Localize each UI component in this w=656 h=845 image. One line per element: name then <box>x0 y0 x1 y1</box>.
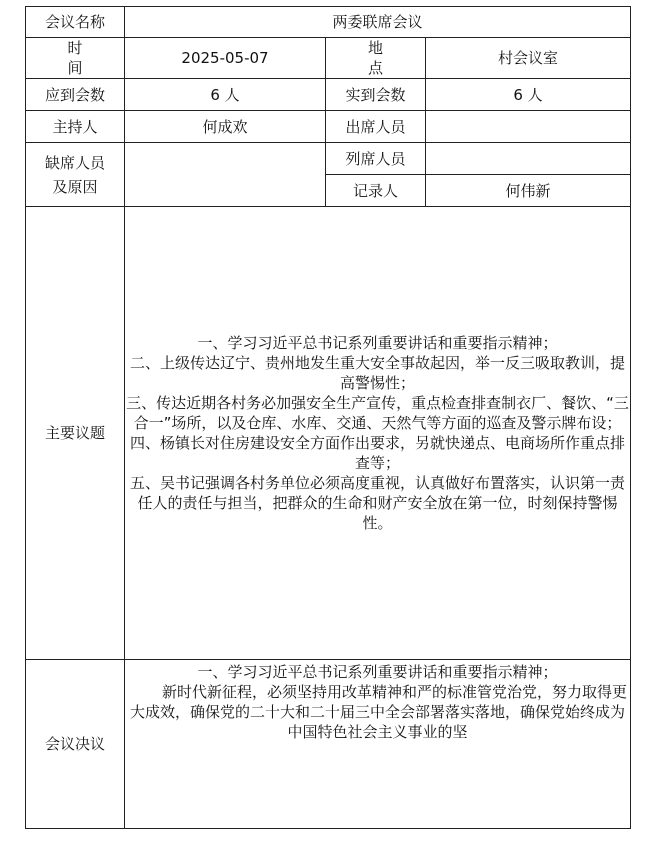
actual-label: 实到会数 <box>326 79 426 111</box>
observers-label: 列席人员 <box>326 143 426 175</box>
topics-label: 主要议题 <box>26 207 125 660</box>
recorder-label: 记录人 <box>326 175 426 207</box>
row-absent-observers <box>26 143 631 175</box>
host-label: 主持人 <box>26 111 125 143</box>
row-resolutions <box>26 660 631 829</box>
topic-item: 四、杨镇长对住房建设安全方面作出要求，另就快递点、电商场所作重点排查等； <box>130 434 626 472</box>
place-label: 地 点 <box>326 38 426 79</box>
topics-content <box>125 207 631 660</box>
attendees-label: 出席人员 <box>326 111 426 143</box>
absent-label: 缺席人员 及原因 <box>26 143 125 207</box>
topic-item: 一、学习习近平总书记系列重要讲话和重要指示精神； <box>197 334 558 352</box>
row-topics <box>26 207 631 660</box>
place-value: 村会议室 <box>426 38 631 79</box>
attendees-value <box>426 111 631 143</box>
meeting-name-value: 两委联席会议 <box>125 7 631 38</box>
expected-value: 6 人 <box>125 79 326 111</box>
meeting-minutes-table <box>25 6 631 829</box>
row-host <box>26 111 631 143</box>
host-value: 何成欢 <box>125 111 326 143</box>
meeting-name-label: 会议名称 <box>26 7 125 38</box>
resolution-item: 一、学习习近平总书记系列重要讲话和重要指示精神； <box>197 662 558 681</box>
time-value: 2025-05-07 <box>125 38 326 79</box>
row-attendance-count <box>26 79 631 111</box>
observers-value <box>426 143 631 175</box>
resolution-paragraph: 新时代新征程，必须坚持用改革精神和严的标准管党治党，努力取得更大成效，确保党的二十大和二十届三中全会部署落实落地，确保党始终成为中国特色社会主义事业的坚 <box>130 682 628 741</box>
topic-item: 三、传达近期各村务必加强安全生产宣传，重点检查排查制衣厂、餐饮、“三合一”场所，以及仓库、水库、交通、天然气等方面的巡查及警示牌布设； <box>126 394 629 432</box>
recorder-value: 何伟新 <box>426 175 631 207</box>
resolutions-label: 会议决议 <box>26 660 125 829</box>
time-label: 时 间 <box>26 38 125 79</box>
row-meeting-name <box>26 7 631 38</box>
actual-value: 6 人 <box>426 79 631 111</box>
expected-label: 应到会数 <box>26 79 125 111</box>
absent-value <box>125 143 326 207</box>
topic-item: 五、吴书记强调各村务单位必须高度重视，认真做好布置落实，认识第一责任人的责任与担当，把群众的生命和财产安全放在第一位，时刻保持警惕性。 <box>130 474 626 532</box>
topic-item: 二、上级传达辽宁、贵州地发生重大安全事故起因，举一反三吸取教训，提高警惕性； <box>130 354 626 392</box>
resolutions-content <box>125 660 631 829</box>
row-time-place <box>26 38 631 79</box>
